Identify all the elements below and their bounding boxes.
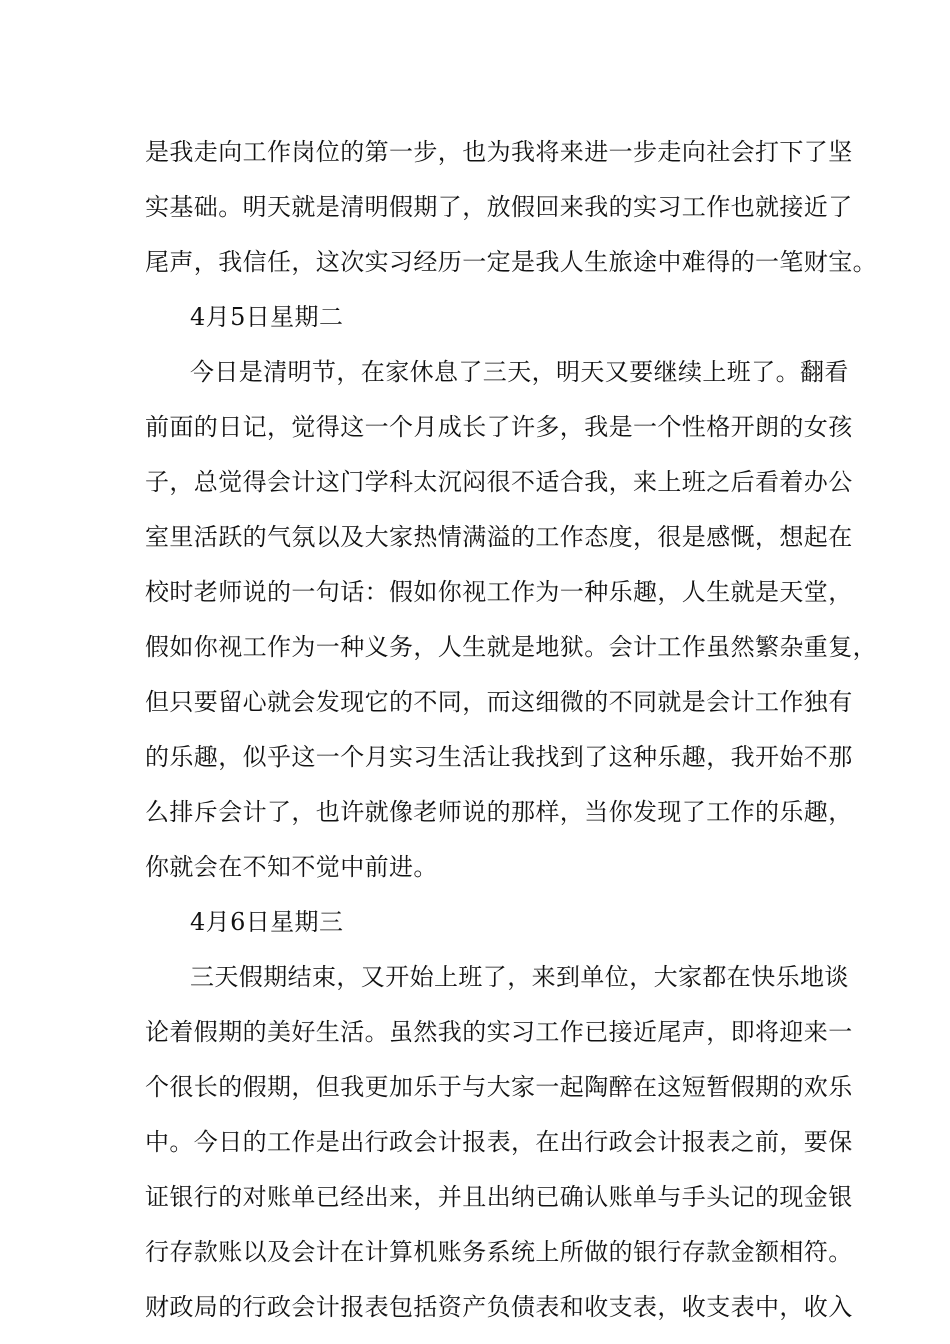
text-line: 论着假期的美好生活。虽然我的实习工作已接近尾声，即将迎来一 — [145, 1018, 853, 1046]
text-line: 今日是清明节，在家休息了三天，明天又要继续上班了。翻看 — [190, 358, 849, 386]
text-line: 财政局的行政会计报表包括资产负债表和收支表，收支表中，收入 — [145, 1293, 853, 1321]
text-line: 证银行的对账单已经出来，并且出纳已确认账单与手头记的现金银 — [145, 1183, 853, 1211]
text-line: 校时老师说的一句话：假如你视工作为一种乐趣，人生就是天堂， — [145, 578, 853, 606]
text-line: 前面的日记，觉得这一个月成长了许多，我是一个性格开朗的女孩 — [145, 413, 853, 441]
text-line: 是我走向工作岗位的第一步，也为我将来进一步走向社会打下了坚 — [145, 138, 853, 166]
text-line: 子，总觉得会计这门学科太沉闷很不适合我，来上班之后看着办公 — [145, 468, 853, 496]
text-line: 行存款账以及会计在计算机账务系统上所做的银行存款金额相符。 — [145, 1238, 853, 1266]
diary-date-heading: 4月5日星期二 — [190, 303, 344, 331]
text-line: 个很长的假期，但我更加乐于与大家一起陶醉在这短暂假期的欢乐 — [145, 1073, 853, 1101]
text-line: 你就会在不知不觉中前进。 — [145, 853, 438, 881]
text-line: 但只要留心就会发现它的不同，而这细微的不同就是会计工作独有 — [145, 688, 853, 716]
diary-date-heading: 4月6日星期三 — [190, 908, 344, 936]
text-line: 尾声，我信任，这次实习经历一定是我人生旅途中难得的一笔财宝。 — [145, 248, 877, 276]
text-line: 么排斥会计了，也许就像老师说的那样，当你发现了工作的乐趣， — [145, 798, 853, 826]
text-line: 假如你视工作为一种义务，人生就是地狱。会计工作虽然繁杂重复， — [145, 633, 877, 661]
text-line: 室里活跃的气氛以及大家热情满溢的工作态度，很是感慨，想起在 — [145, 523, 853, 551]
text-line: 的乐趣，似乎这一个月实习生活让我找到了这种乐趣，我开始不那 — [145, 743, 853, 771]
text-line: 实基础。明天就是清明假期了，放假回来我的实习工作也就接近了 — [145, 193, 853, 221]
text-line: 中。今日的工作是出行政会计报表，在出行政会计报表之前，要保 — [145, 1128, 853, 1156]
text-line: 三天假期结束，又开始上班了，来到单位，大家都在快乐地谈 — [190, 963, 849, 991]
